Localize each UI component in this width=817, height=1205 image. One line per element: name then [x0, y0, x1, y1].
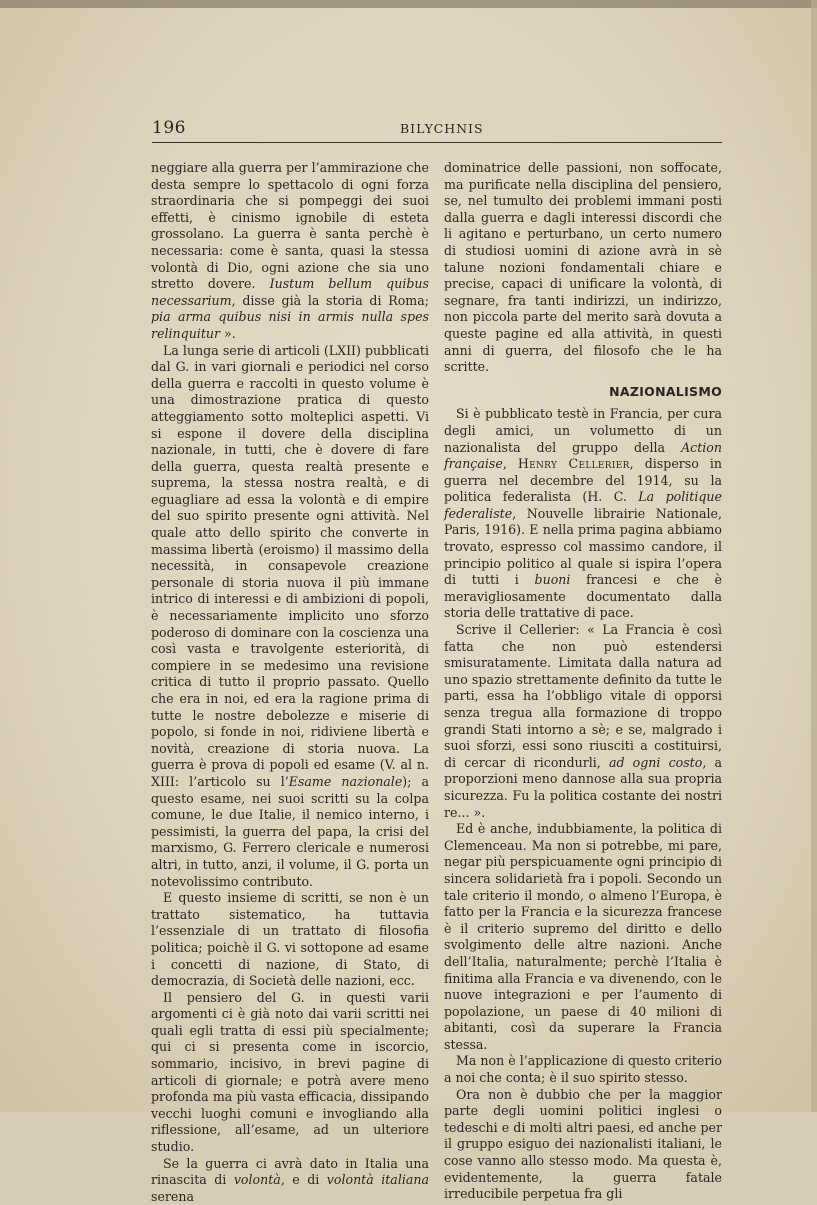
text-run: Ed è anche, indubbiamente, la politica di Clemenceau. Ma non si potrebbe, mi pare, negar più perspicuamente ogni principio di sincera solidarietà fra i popoli. Secondo un tale criterio il mondo, o almeno l’Europa, è fatto per la Francia e la sicurezza francese è il criterio supremo del diritto e dello svolgimento delle altre nazioni. Anche dell’Italia, naturalmente; perchè l’Italia è finitima alla Francia e va divenendo, con le nuove integrazioni e per l’aumento di popolazione, un paese di 40 milioni di abitanti, così da superare la Francia stessa. [444, 821, 722, 1052]
text-run: , e di [280, 1172, 327, 1188]
text-run: Scrive il Cellerier: « La Francia è così fatta che non può estendersi smisuratamente. Limitata dalla natura ad uno spazio strettamente definito da tutte le parti, essa ha l’obbligo vitale di opporsi senza tregua alla formazione di troppo grandi Stati intorno a sè; e se, malgrado i suoi sforzi, essi sono riusciti a costituirsi, di cercar di ricondurli, [444, 622, 722, 770]
page-number: 196 [152, 118, 186, 138]
italic-text: La politique federaliste [444, 489, 722, 521]
text-run: La lunga serie di articoli (LXII) pubblicati dal G. in vari giornali e periodici nel corso della guerra e raccolti in questo volume è una dimostrazione pratica di questo atteggiamento sotto molteplici aspetti. Vi si espone il dovere della disciplina nazionale, in tutti, che è dovere di fare della guerra, questa realtà presente e suprema, la stessa nostra realtà, e di eguagliare ad essa la volontà e di empire del suo spirito presente ogni attività. Nel quale atto dello spirito che converte in massima libertà (eroismo) il massimo della necessità, in consapevole creazione personale di storia nuova il più immane intrico di interessi e di ambizioni di popoli, è necessariamente implicito uno sforzo poderoso di dominare con la coscienza una così vasta e travolgente esteriorità, di compiere in se medesimo una revisione critica di tutto il proprio passato. Quello che era in noi, ed era la ragione prima di tutte le nostre debolezze e miserie di popolo, si fonde in noi, ridiviene libertà e novità, creazione di storia nuova. La guerra è prova di popoli ed esame (V. al n. XIII: l’articolo su l’ [151, 342, 429, 789]
paragraph [444, 1053, 722, 1086]
text-run: serena [151, 1188, 195, 1204]
italic-text: buoni [534, 572, 571, 588]
text-run: Ma non è l’applicazione di questo criterio a noi che conta; è il suo spirito stesso. [444, 1053, 722, 1086]
section-heading: NAZIONALISMO [609, 383, 722, 399]
text-run: , a proporzioni meno dannose alla sua propria sicurezza. Fu la politica costante dei nostri re... ». [444, 754, 722, 820]
text-run: , Nouvelle librairie Nationale, Paris, 1916). E nella prima pagina abbiamo trovato, espresso col massimo candore, il principio politico al quale si ispira l’opera di tutti i [444, 505, 722, 588]
paragraph [444, 160, 722, 376]
text-run: neggiare alla guerra per l’ammirazione che desta sempre lo spettacolo di ogni forza straordinaria che si pompeggi dei suoi effetti, è cinismo ignobile di esteta grossolano. La guerra è santa perchè è necessaria: come è santa, quasi la stessa volontà di Dio, ogni azione che sia uno stretto dovere. [151, 160, 429, 292]
text-run: Il pensiero del G. in questi varii argomenti ci è già noto dai varii scritti nei quali egli tratta di essi più specialmente; qui ci si presenta come in iscorcio, sommario, incisivo, in brevi pagine di articoli di giornale; e potrà avere meno profonda ma più vasta efficacia, dissipando vecchi luoghi comuni e invogliando alla riflessione, all’esame, ad un ulteriore studio. [151, 989, 429, 1155]
text-run: Se la guerra ci avrà dato in Italia una rinascita di [151, 1155, 429, 1188]
paragraph [151, 1156, 429, 1205]
right-column [444, 160, 722, 1203]
paragraph [151, 160, 429, 343]
paragraph [151, 343, 429, 891]
italic-text: Iustum bellum quibus necessarium [151, 276, 429, 308]
text-run: Ora non è dubbio che per la maggior parte degli uomini politici inglesi o tedeschi e di molti altri paesi, ed anche per il gruppo esiguo dei nazionalisti italiani, le cose vanno allo stesso modo. Ma questa è, evidentemente, la guerra fatale irreducibile perpetua fra gli [444, 1086, 722, 1202]
small-caps-name: Henry Cellerier [517, 456, 630, 472]
running-title: BILYCHNIS [400, 121, 484, 136]
text-run: Si è pubblicato testè in Francia, per cura degli amici, un volumetto di un nazionalista del gruppo della [444, 406, 722, 455]
text-run: francesi e che è meravigliosamente documentato dalla storia delle trattative di pace. [444, 572, 722, 621]
italic-text: volontà italiana [326, 1172, 429, 1188]
italic-text: ad ogni costo [608, 754, 703, 770]
page-top-edge [0, 0, 817, 8]
page-header [152, 118, 722, 142]
italic-text: pia arma quibus nisi in armis nulla spes relinquitur [151, 309, 429, 341]
paragraph [444, 406, 722, 622]
paragraph [444, 821, 722, 1053]
text-run: , [502, 456, 518, 472]
text-run: ». [220, 325, 236, 341]
text-run: , disperso in guerra nel decembre del 1914, su la politica federalista (H. C. [444, 456, 723, 505]
header-rule [152, 142, 722, 143]
paragraph [151, 990, 429, 1156]
italic-text: Action française [444, 439, 722, 472]
left-column [151, 160, 429, 1205]
italic-text: Esame nazionale [288, 773, 403, 789]
paragraph [444, 1087, 722, 1203]
text-run: dominatrice delle passioni, non soffocate, ma purificate nella disciplina del pensiero, se, nel tumulto dei problemi immani posti dalla guerra e dagli interessi discordi che li agitano e perturbano, un certo numero di studiosi uomini di azione avrà in sè talune nozioni fondamentali chiare e precise, capaci di unificare la volontà, di segnare, fra tanti indirizzi, un indirizzo, non piccola parte del merito sarà dovuta a queste pagine ed alla attività, in questi anni di guerra, del filosofo che le ha scritte. [444, 160, 722, 375]
italic-text: volontà [233, 1172, 281, 1188]
page-right-edge [811, 0, 817, 1112]
text-run: ); a questo esame, nei suoi scritti su la colpa comune, le due Italie, il nemico interno, i pessimisti, la guerra del papa, la crisi del marxismo, G. Ferrero clericale e numerosi altri, in tutto, anzi, il volume, il G. porta un notevolissimo contributo. [151, 773, 429, 889]
text-run: , disse già la storia di Roma; [231, 292, 429, 308]
paragraph [151, 890, 429, 990]
paragraph [444, 622, 722, 821]
text-run: E questo insieme di scritti, se non è un trattato sistematico, ha tuttavia l’essenziale di un trattato di filosofia politica; poichè il G. vi sottopone ad esame i concetti di nazione, di Stato, di democrazia, di Società delle nazioni, ecc. [151, 890, 429, 989]
